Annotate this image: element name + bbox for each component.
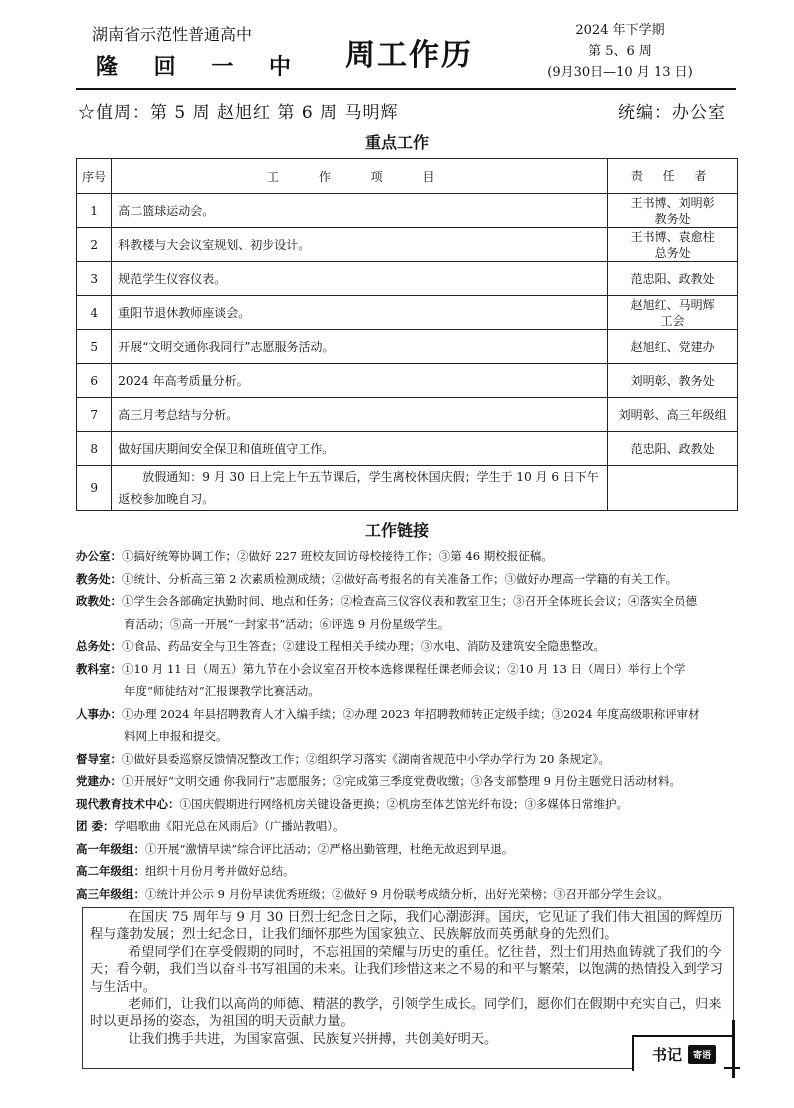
message-paragraph: 让我们携手共进，为国家富强、民族复兴拼搏，共创美好明天。 <box>128 1031 498 1047</box>
work-item: 重阳节退休教师座谈会。 <box>112 296 608 330</box>
link-dept-text: 组织十月份月考并做好总结。 <box>145 864 295 878</box>
duty-roster: ☆值周：第 5 周 赵旭红 第 6 周 马明辉 <box>78 103 399 123</box>
table-row <box>77 296 738 330</box>
link-dept-label: 党建办： <box>76 774 122 788</box>
stamp-title: 书记 <box>651 1045 682 1064</box>
link-dept-text: ①开展好“文明交通 你我同行”志愿服务；②完成第三季度党费收缴；③各支部整理 9 月份主题党日活动材料。 <box>122 774 682 788</box>
link-item <box>76 883 740 906</box>
row-number: 5 <box>77 330 112 364</box>
school-name: 隆 回 一 中 <box>96 54 305 80</box>
table-header-row <box>77 159 738 194</box>
message-paragraph: 在国庆 75 周年与 9 月 30 日烈士纪念日之际，我们心潮澎湃。国庆，它见证了我们伟大祖国的辉煌历程与蓬勃发展；烈士纪念日，让我们缅怀那些为国家独立、民族解放而英勇献身的先烈们。 <box>90 910 723 943</box>
table-row <box>77 194 738 228</box>
stamp-bar <box>732 1020 735 1078</box>
term-info <box>530 20 710 83</box>
row-number: 4 <box>77 296 112 330</box>
table-row <box>77 398 738 432</box>
link-item <box>76 770 740 793</box>
work-owner: 刘明彰、高三年级组 <box>608 398 738 432</box>
link-dept-label: 高三年级组： <box>76 886 145 901</box>
link-dept-text: ①统计并公示 9 月份早读优秀班级；②做好 9 月份联考成绩分析，出好光荣榜；③召开部分学生会议。 <box>145 886 669 901</box>
work-owner: 王书博、袁愈柱 总务处 <box>608 228 738 262</box>
link-dept-text: ①搞好统筹协调工作；②做好 227 班校友回访母校接待工作；③第 46 期校报征稿。 <box>122 549 553 563</box>
stamp-tick <box>724 1067 740 1069</box>
row-number: 7 <box>77 398 112 432</box>
work-item: 科教楼与大会议室规划、初步设计。 <box>112 228 608 262</box>
row-number: 1 <box>77 194 112 228</box>
column-header: 工 作 项 目 <box>112 159 608 194</box>
table-row <box>77 466 738 511</box>
secretary-stamp <box>632 1035 734 1071</box>
row-number: 2 <box>77 228 112 262</box>
work-owner: 范忠阳、政教处 <box>608 432 738 466</box>
work-item: 高二篮球运动会。 <box>112 194 608 228</box>
date-range: (9月30日—10 月 13 日) <box>547 65 693 80</box>
work-item: 放假通知：9 月 30 日上完上午五节课后，学生离校休国庆假；学生于 10 月 6 日下午返校参加晚自习。 <box>112 466 608 511</box>
link-continuation: 年度“师徒结对”汇报课教学比赛活动。 <box>124 684 320 698</box>
row-number: 8 <box>77 432 112 466</box>
key-work-table <box>76 158 738 511</box>
link-item <box>76 545 740 568</box>
table-row <box>77 330 738 364</box>
column-header: 序号 <box>77 159 112 194</box>
row-number: 3 <box>77 262 112 296</box>
header-divider <box>76 88 736 90</box>
link-dept-text: ①开展“激情早读”综合评比活动；②严格出勤管理，杜绝无故迟到早退。 <box>145 841 514 856</box>
term-label: 2024 年下学期 <box>575 23 665 38</box>
link-dept-label: 督导室： <box>76 751 122 766</box>
work-item: 高三月考总结与分析。 <box>112 398 608 432</box>
page-title: 周工作历 <box>345 38 473 73</box>
link-dept-text: ①统计、分析高三第 2 次素质检测成绩；②做好高考报名的有关准备工作；③做好办理高一学籍的有关工作。 <box>122 571 678 586</box>
link-dept-label: 办公室： <box>76 549 122 563</box>
link-dept-text: ①学生会各部确定执勤时间、地点和任务；②检查高三仪容仪表和教室卫生；③召开全体班长会议；④落实全员德 <box>122 594 697 608</box>
row-number: 6 <box>77 364 112 398</box>
link-dept-label: 政教处： <box>76 594 122 608</box>
work-owner: 王书博、刘明彰 教务处 <box>608 194 738 228</box>
link-dept-label: 高二年级组： <box>76 864 145 878</box>
link-dept-label: 教科室： <box>76 661 122 676</box>
link-continuation: 料网上申报和提交。 <box>124 729 228 743</box>
link-item <box>76 658 740 681</box>
work-item: 开展“文明交通你我同行”志愿服务活动。 <box>112 330 608 364</box>
key-work-title: 重点工作 <box>364 133 429 152</box>
work-item: 做好国庆期间安全保卫和值班值守工作。 <box>112 432 608 466</box>
link-dept-text: ①食品、药品安全与卫生答查；②建设工程相关手续办理；③水电、消防及建筑安全隐患整改。 <box>122 639 605 653</box>
message-paragraph: 希望同学们在享受假期的同时，不忘祖国的荣耀与历史的重任。忆往昔，烈士们用热血铸就了我们的今天；看今朝，我们当以奋斗书写祖国的未来。让我们珍惜这来之不易的和平与繁荣，以饱满的热情投入到学习与生活中。 <box>90 944 723 995</box>
link-dept-text: ①办理 2024 年县招聘教育人才入编手续；②办理 2023 年招聘教师转正定级手续；③2024 年度高级职称评审材 <box>122 706 700 721</box>
link-item <box>76 568 740 591</box>
link-item <box>76 748 740 771</box>
work-owner: 赵旭红、马明辉 工会 <box>608 296 738 330</box>
link-item <box>76 860 740 883</box>
stamp-badge: 寄语 <box>688 1045 716 1064</box>
link-item <box>76 590 740 613</box>
link-continuation: 育活动；⑤高一开展“一封家书”活动；⑥评选 9 月份星级学生。 <box>124 616 450 631</box>
message-text <box>90 909 730 1048</box>
link-dept-label: 总务处： <box>76 639 122 653</box>
link-dept-text: 学唱歌曲《阳光总在风雨后》（广播站教唱）。 <box>114 819 345 833</box>
message-paragraph: 老师们，让我们以高尚的师德、精湛的教学，引领学生成长。同学们，愿你们在假期中充实自己，归来时以更昂扬的姿态，为祖国的明天贡献力量。 <box>90 997 722 1030</box>
work-item: 2024 年高考质量分析。 <box>112 364 608 398</box>
link-dept-label: 教务处： <box>76 571 122 586</box>
link-dept-text: ①10 月 11 日（周五）第九节在小会议室召开校本选修课程任课老师会议；②10 月 13 日（周日）举行上个学 <box>122 661 686 676</box>
table-row <box>77 262 738 296</box>
table-row <box>77 364 738 398</box>
table-row <box>77 432 738 466</box>
work-owner: 刘明彰、教务处 <box>608 364 738 398</box>
work-owner <box>608 466 738 511</box>
link-dept-label: 团 委： <box>76 819 115 833</box>
school-province-label: 湖南省示范性普通高中 <box>92 25 253 44</box>
work-links-list <box>76 545 740 905</box>
link-dept-label: 现代教育技术中心： <box>76 796 180 811</box>
work-item: 规范学生仪容仪表。 <box>112 262 608 296</box>
table-row <box>77 228 738 262</box>
link-item <box>76 635 740 658</box>
link-item <box>76 815 740 838</box>
work-owner: 范忠阳、政教处 <box>608 262 738 296</box>
editor-label: 统编：办公室 <box>618 103 726 123</box>
work-owner: 赵旭红、党建办 <box>608 330 738 364</box>
link-item <box>76 838 740 861</box>
weeks-label: 第 5、6 周 <box>588 44 652 59</box>
link-item <box>76 793 740 816</box>
work-links-title: 工作链接 <box>364 521 429 540</box>
column-header: 责 任 者 <box>608 159 738 194</box>
link-dept-label: 高一年级组： <box>76 841 145 856</box>
row-number: 9 <box>77 466 112 511</box>
link-dept-label: 人事办： <box>76 706 122 721</box>
link-dept-text: ①做好县委巡察反馈情况整改工作；②组织学习落实《湖南省规范中小学办学行为 20 条规定》。 <box>122 751 610 766</box>
link-item <box>76 703 740 726</box>
link-dept-text: ①国庆假期进行网络机房关键设备更换；②机房至体艺馆光纤布设；③多媒体日常维护。 <box>179 796 628 811</box>
